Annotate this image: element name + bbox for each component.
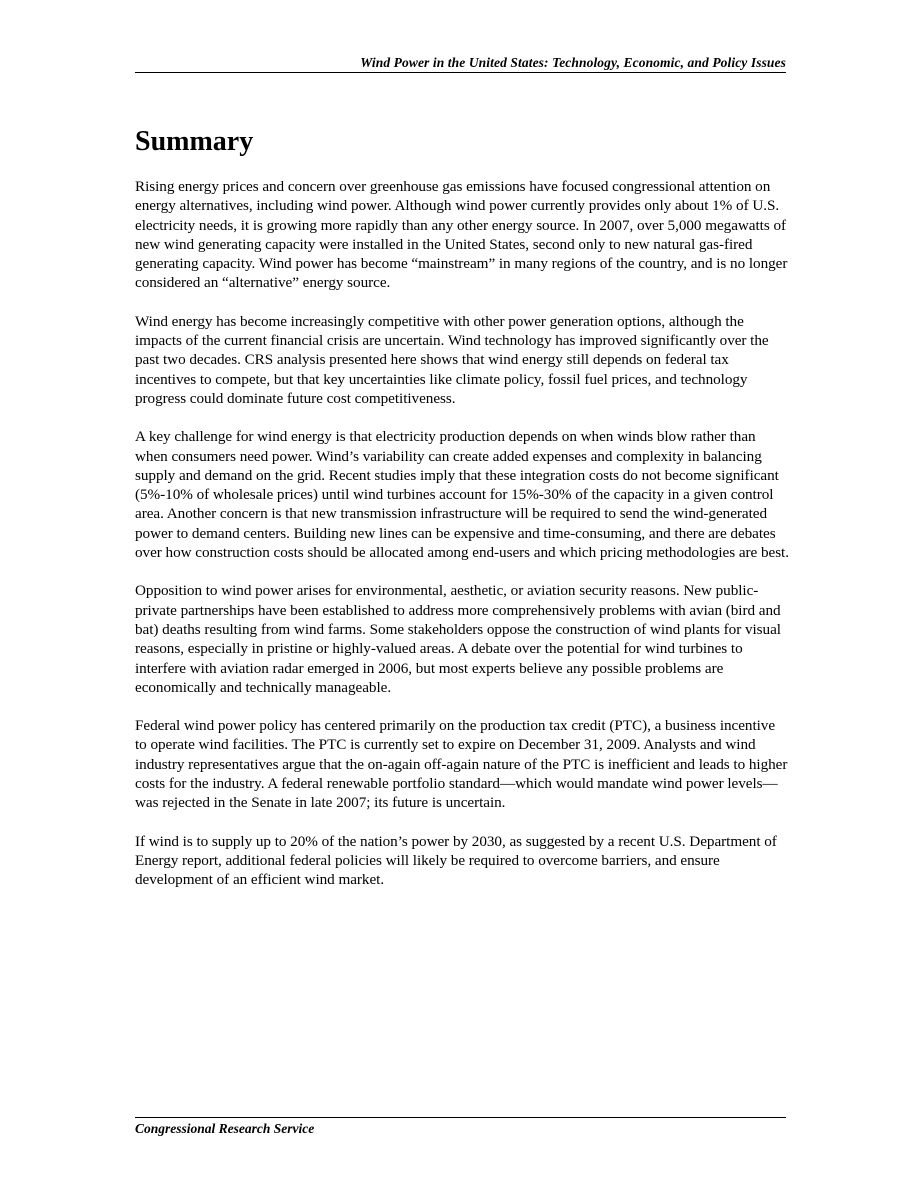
footer-rule [135, 1117, 786, 1118]
running-footer: Congressional Research Service [135, 1121, 315, 1136]
page-title: Summary [135, 126, 254, 157]
paragraph-5: Federal wind power policy has centered primarily on the production tax credit (PTC), a business incentive to operate wind facilities. The PTC is currently set to expire on December 31, 2009. Analysts and wind industry representatives argue that the on-again off-again nature of the PTC is inefficient and leads to higher costs for the industry. A federal renewable portfolio standard—which would mandate wind power levels—was rejected in the Senate in late 2007; its future is uncertain. [135, 717, 788, 812]
paragraph-1: Rising energy prices and concern over greenhouse gas emissions have focused congressional attention on energy alternatives, including wind power. Although wind power currently provides only about 1% of U.S. electricity needs, it is growing more rapidly than any other energy source. In 2007, over 5,000 megawatts of new wind generating capacity were installed in the United States, second only to new natural gas-fired generating capacity. Wind power has become “mainstream” in many regions of the country, and is no longer considered an “alternative” energy source. [135, 178, 788, 292]
paragraph-3: A key challenge for wind energy is that electricity production depends on when winds blow rather than when consumers need power. Wind’s variability can create added expenses and complexity in balancing supply and demand on the grid. Recent studies imply that these integration costs do not become significant (5%-10% of wholesale prices) until wind turbines account for 15%-30% of the capacity in a given control area. Another concern is that new transmission infrastructure will be required to send the wind-generated power to demand centers. Building new lines can be expensive and time-consuming, and there are debates over how construction costs should be allocated among end-users and which pricing methodologies are best. [135, 428, 789, 562]
header-rule [135, 72, 786, 73]
paragraph-6: If wind is to supply up to 20% of the nation’s power by 2030, as suggested by a recent U.S. Department of Energy report, additional federal policies will likely be required to overcome barriers, and ensure development of an efficient wind market. [135, 832, 777, 889]
summary-body [135, 177, 789, 909]
paragraph-2: Wind energy has become increasingly competitive with other power generation options, although the impacts of the current financial crisis are uncertain. Wind technology has improved significantly over the past two decades. CRS analysis presented here shows that wind energy still depends on federal tax incentives to compete, but that key uncertainties like climate policy, fossil fuel prices, and technology progress could dominate future cost competitiveness. [135, 312, 769, 407]
running-header: Wind Power in the United States: Technology, Economic, and Policy Issues [360, 55, 786, 70]
paragraph-4: Opposition to wind power arises for environmental, aesthetic, or aviation security reasons. New public-private partnerships have been established to address more comprehensively problems with avian (bird and bat) deaths resulting from wind farms. Some stakeholders oppose the construction of wind plants for visual reasons, especially in pristine or highly-valued areas. A debate over the potential for wind turbines to interfere with aviation radar emerged in 2006, but most experts believe any possible problems are economically and technically manageable. [135, 582, 781, 696]
